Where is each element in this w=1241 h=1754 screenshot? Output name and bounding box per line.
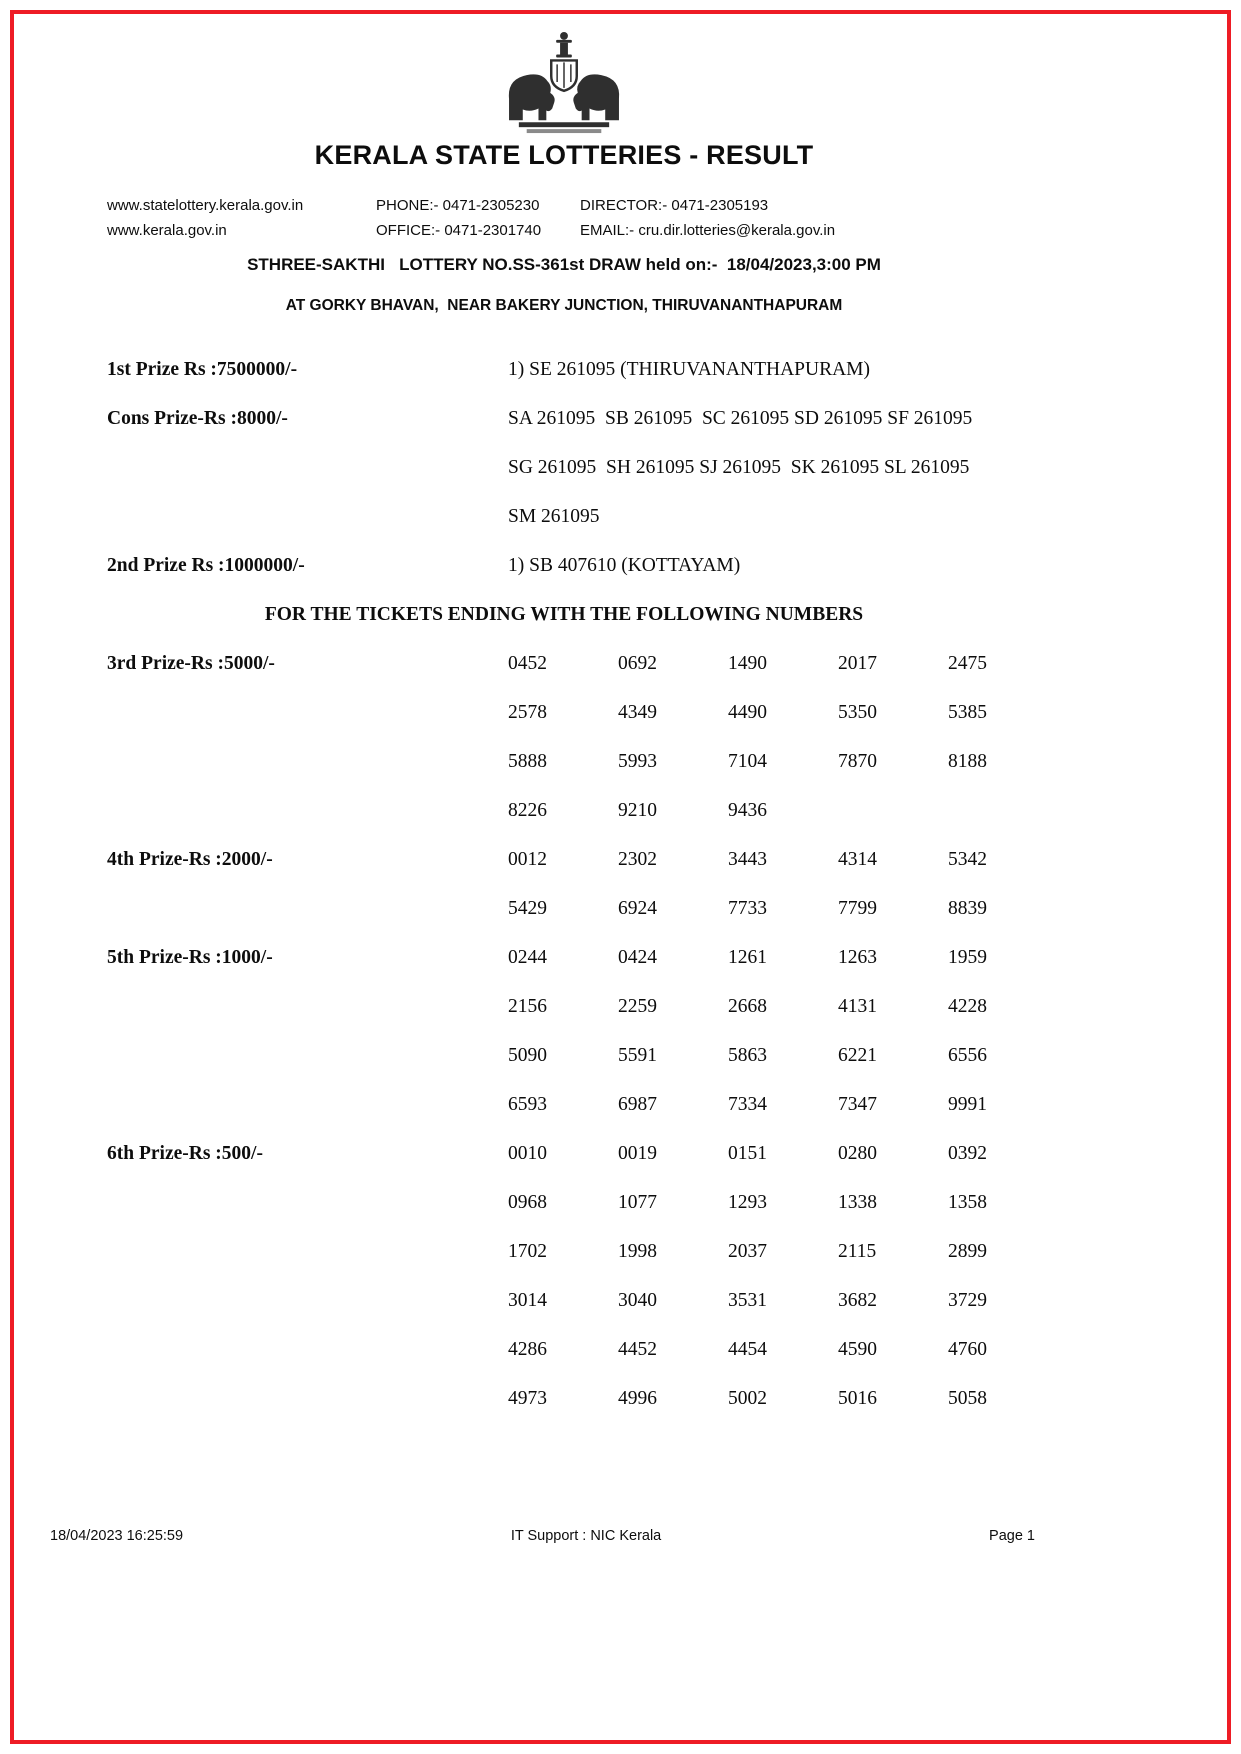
website-secondary: www.kerala.gov.in — [107, 222, 227, 239]
ticket-number: 1490 — [728, 653, 767, 674]
page-number: Page 1 — [989, 1528, 1035, 1544]
ticket-number-row — [508, 884, 1114, 933]
ticket-number: 4490 — [728, 702, 767, 723]
ticket-number: 0012 — [508, 849, 547, 870]
ticket-number: 4286 — [508, 1339, 547, 1360]
prize-section-6th — [107, 1129, 1114, 1423]
ticket-number-row — [508, 737, 1114, 786]
page-title: KERALA STATE LOTTERIES - RESULT — [314, 140, 814, 170]
ticket-number: 4349 — [618, 702, 657, 723]
ticket-number: 5002 — [728, 1388, 767, 1409]
ticket-number-row — [508, 1227, 1114, 1276]
ticket-number: 5385 — [948, 702, 987, 723]
ticket-number: 0424 — [618, 947, 657, 968]
ticket-number: 8188 — [948, 751, 987, 772]
emblem-wrap — [14, 30, 1114, 138]
ticket-number: 9436 — [728, 800, 767, 821]
ticket-number-row — [508, 639, 1114, 688]
ticket-number: 0151 — [728, 1143, 767, 1164]
ticket-number: 9991 — [948, 1094, 987, 1115]
ticket-number-row — [508, 1325, 1114, 1374]
ticket-number-row — [508, 933, 1114, 982]
ticket-number: 3531 — [728, 1290, 767, 1311]
ticket-number: 1959 — [948, 947, 987, 968]
ticket-number: 4454 — [728, 1339, 767, 1360]
draw-info: STHREE-SAKTHI LOTTERY NO.SS-361st DRAW held on:- 18/04/2023,3:00 PM — [247, 255, 881, 274]
page-footer — [50, 1528, 1035, 1544]
ticket-number: 1261 — [728, 947, 767, 968]
ticket-number: 2259 — [618, 996, 657, 1017]
ticket-number: 5058 — [948, 1388, 987, 1409]
ticket-number: 7104 — [728, 751, 767, 772]
cons-prize-winners-line2: SG 261095 SH 261095 SJ 261095 SK 261095 SL 261095 — [508, 456, 970, 478]
ticket-number: 3040 — [618, 1290, 657, 1311]
ticket-number: 4228 — [948, 996, 987, 1017]
ticket-number-row — [508, 1031, 1114, 1080]
ending-prizes — [107, 639, 1114, 1423]
ticket-number: 4452 — [618, 1339, 657, 1360]
ticket-number-row — [508, 1276, 1114, 1325]
page-content — [14, 14, 1114, 1740]
ticket-number-row — [508, 688, 1114, 737]
cons-prize-row-continued — [107, 443, 1114, 492]
first-prize-winner: 1) SE 261095 (THIRUVANANTHAPURAM) — [508, 358, 871, 380]
ticket-number: 8226 — [508, 800, 547, 821]
ticket-number: 2017 — [838, 653, 877, 674]
ticket-number: 7347 — [838, 1094, 877, 1115]
cons-prize-label: Cons Prize-Rs :8000/- — [107, 407, 288, 429]
ticket-number: 2115 — [838, 1241, 877, 1262]
prize-label-5th: 5th Prize-Rs :1000/- — [107, 947, 273, 968]
website-primary: www.statelottery.kerala.gov.in — [107, 197, 304, 214]
ticket-number: 5342 — [948, 849, 987, 870]
ticket-number: 7733 — [728, 898, 767, 919]
second-prize-row — [107, 541, 1114, 590]
prize-number-rows — [508, 835, 1114, 933]
prize-number-rows — [508, 639, 1114, 835]
ticket-number: 3443 — [728, 849, 767, 870]
ticket-number: 0244 — [508, 947, 547, 968]
ticket-number: 0392 — [948, 1143, 987, 1164]
ticket-number: 2578 — [508, 702, 547, 723]
ticket-number-row — [508, 1080, 1114, 1129]
office-number: OFFICE:- 0471-2301740 — [376, 222, 542, 239]
ticket-number: 0019 — [618, 1143, 657, 1164]
ticket-number: 5090 — [508, 1045, 547, 1066]
ticket-number: 2156 — [508, 996, 547, 1017]
ticket-number: 8839 — [948, 898, 987, 919]
it-support-text: IT Support : NIC Kerala — [510, 1528, 662, 1544]
ticket-number: 5863 — [728, 1045, 767, 1066]
prize-label-3rd: 3rd Prize-Rs :5000/- — [107, 653, 275, 674]
ticket-number: 5429 — [508, 898, 547, 919]
ticket-number: 0010 — [508, 1143, 547, 1164]
kerala-state-emblem-icon — [505, 30, 623, 136]
ticket-number-row — [508, 1178, 1114, 1227]
ticket-number: 7870 — [838, 751, 877, 772]
second-prize-winner: 1) SB 407610 (KOTTAYAM) — [508, 554, 741, 576]
prize-label-4th: 4th Prize-Rs :2000/- — [107, 849, 273, 870]
prize-label-6th: 6th Prize-Rs :500/- — [107, 1143, 263, 1164]
ticket-number: 0280 — [838, 1143, 877, 1164]
cons-prize-winners-line3: SM 261095 — [508, 505, 600, 527]
ticket-number: 4760 — [948, 1339, 987, 1360]
ticket-number: 1293 — [728, 1192, 767, 1213]
ticket-number: 1263 — [838, 947, 877, 968]
ticket-number: 4996 — [618, 1388, 657, 1409]
ticket-number: 6924 — [618, 898, 657, 919]
ending-numbers-heading: FOR THE TICKETS ENDING WITH THE FOLLOWING NUMBERS — [264, 604, 864, 625]
ticket-number: 6221 — [838, 1045, 877, 1066]
ticket-number-row — [508, 835, 1114, 884]
ticket-number: 5888 — [508, 751, 547, 772]
ticket-number-row — [508, 982, 1114, 1031]
cons-prize-row-continued — [107, 492, 1114, 541]
ticket-number: 0452 — [508, 653, 547, 674]
ticket-number: 2668 — [728, 996, 767, 1017]
director-number: DIRECTOR:- 0471-2305193 — [580, 197, 769, 214]
prize-number-rows — [508, 1129, 1114, 1423]
ticket-number: 4314 — [838, 849, 877, 870]
first-prize-row — [107, 345, 1114, 394]
top-prizes — [107, 345, 1114, 590]
prize-section-5th — [107, 933, 1114, 1129]
ticket-number: 4131 — [838, 996, 877, 1017]
ticket-number: 7799 — [838, 898, 877, 919]
second-prize-label: 2nd Prize Rs :1000000/- — [107, 554, 305, 576]
ticket-number: 6987 — [618, 1094, 657, 1115]
prize-section-4th — [107, 835, 1114, 933]
ticket-number-row — [508, 786, 1114, 835]
ticket-number: 4973 — [508, 1388, 547, 1409]
ticket-number: 2475 — [948, 653, 987, 674]
ticket-number: 7334 — [728, 1094, 767, 1115]
cons-prize-row — [107, 394, 1114, 443]
ticket-number: 1358 — [948, 1192, 987, 1213]
email-address: EMAIL:- cru.dir.lotteries@kerala.gov.in — [580, 222, 836, 239]
ticket-number: 2899 — [948, 1241, 987, 1262]
phone-number: PHONE:- 0471-2305230 — [376, 197, 540, 214]
ticket-number: 3014 — [508, 1290, 547, 1311]
ticket-number: 5016 — [838, 1388, 877, 1409]
prize-number-rows — [508, 933, 1114, 1129]
venue-info: AT GORKY BHAVAN, NEAR BAKERY JUNCTION, THIRUVANANTHAPURAM — [285, 297, 843, 314]
contact-block — [107, 197, 1114, 239]
ticket-number: 1077 — [618, 1192, 657, 1213]
ticket-number: 0692 — [618, 653, 657, 674]
ticket-number: 5591 — [618, 1045, 657, 1066]
ticket-number: 6556 — [948, 1045, 987, 1066]
ticket-number: 3729 — [948, 1290, 987, 1311]
ticket-number-row — [508, 1374, 1114, 1423]
ticket-number: 4590 — [838, 1339, 877, 1360]
ticket-number: 9210 — [618, 800, 657, 821]
ticket-number: 5350 — [838, 702, 877, 723]
ticket-number: 2302 — [618, 849, 657, 870]
ticket-number: 1338 — [838, 1192, 877, 1213]
generated-timestamp: 18/04/2023 16:25:59 — [50, 1528, 184, 1544]
ticket-number: 5993 — [618, 751, 657, 772]
ticket-number: 0968 — [508, 1192, 547, 1213]
prize-section-3rd — [107, 639, 1114, 835]
ticket-number: 6593 — [508, 1094, 547, 1115]
ticket-number: 3682 — [838, 1290, 877, 1311]
ticket-number: 2037 — [728, 1241, 767, 1262]
cons-prize-winners-line1: SA 261095 SB 261095 SC 261095 SD 261095 SF 261095 — [508, 407, 973, 429]
ticket-number: 1702 — [508, 1241, 547, 1262]
ticket-number: 1998 — [618, 1241, 657, 1262]
first-prize-label: 1st Prize Rs :7500000/- — [107, 358, 298, 380]
ticket-number-row — [508, 1129, 1114, 1178]
